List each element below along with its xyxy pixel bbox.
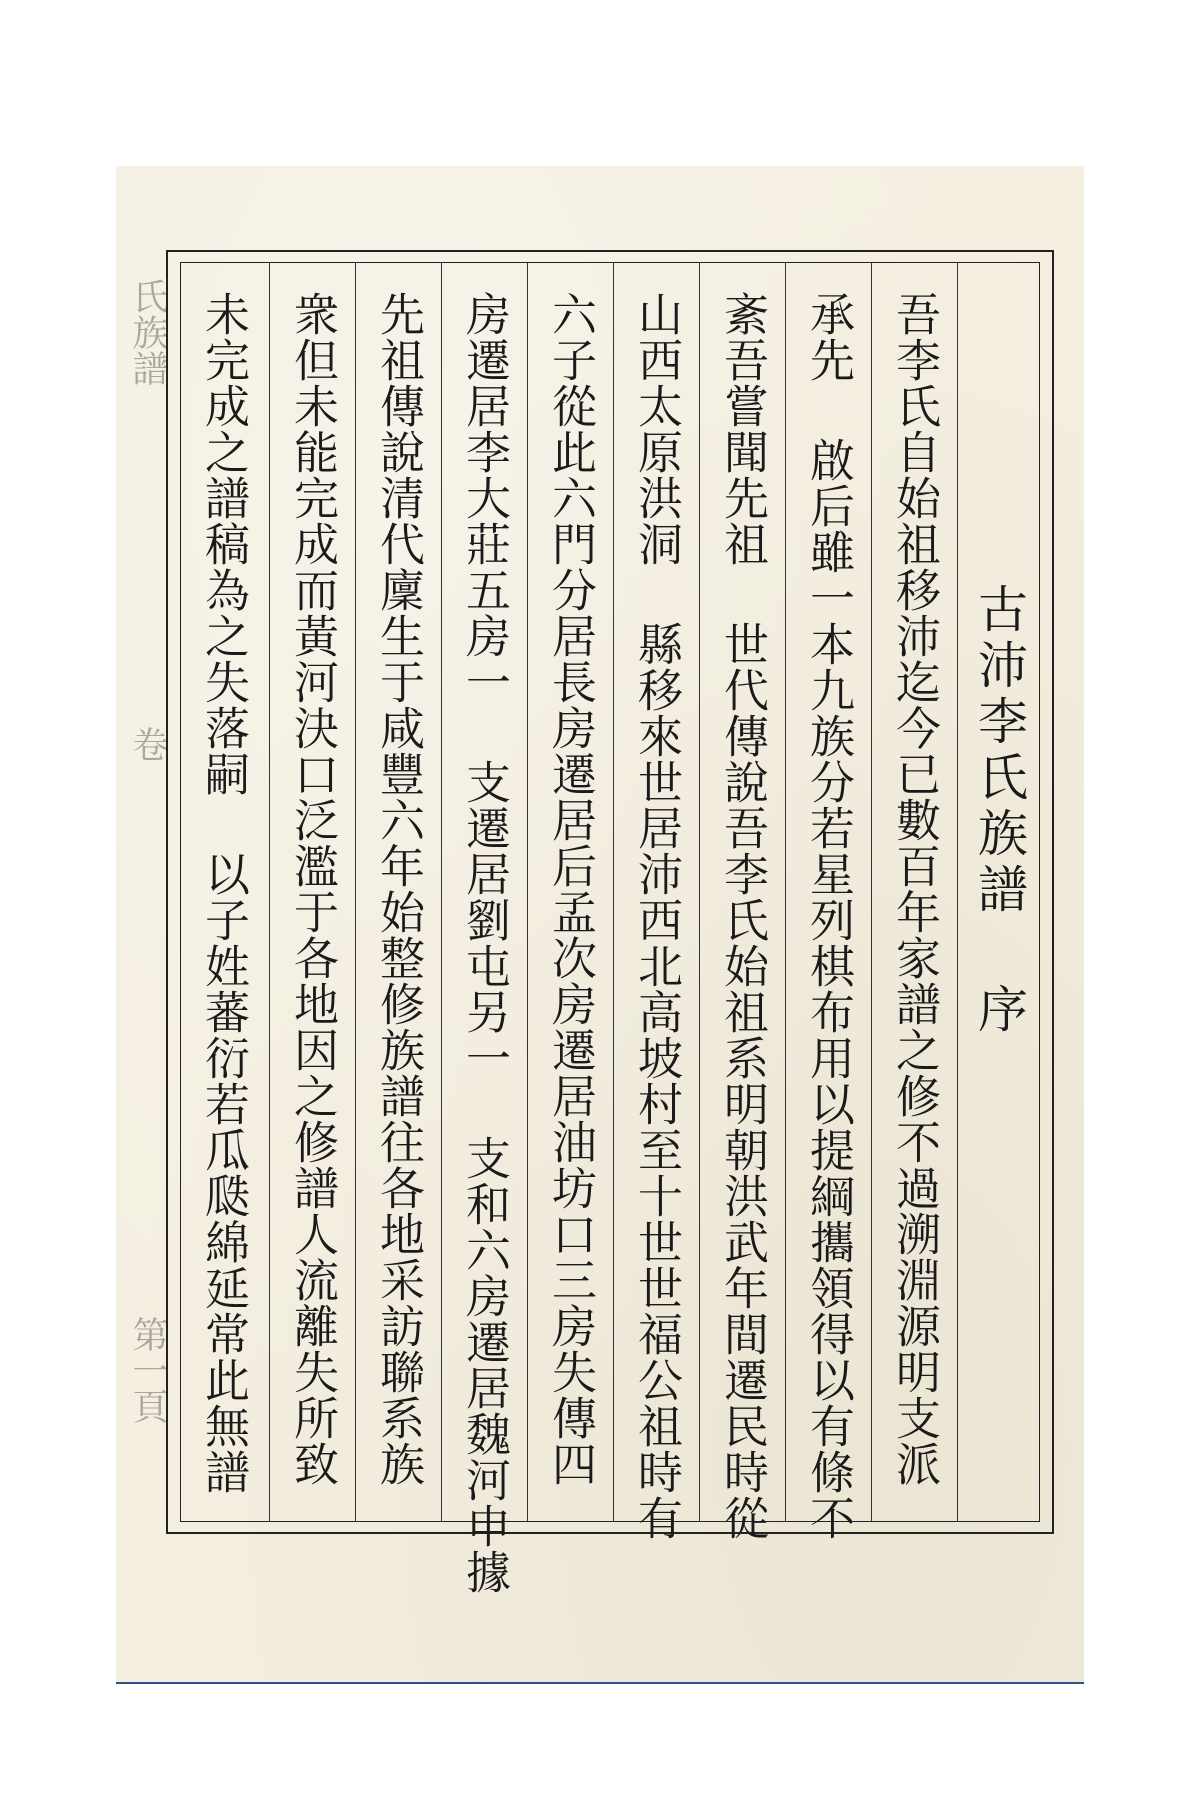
text-column-8 [269,263,355,1521]
text-column-6 [441,263,527,1595]
text-column-9 [181,263,269,1521]
text-grid [180,262,1040,1595]
scanned-page [116,166,1084,1684]
text-line: 山西太原洪洞 縣移來世居沛西北高坡村至十世世福公祖時有 [630,291,683,1541]
text-line: 衆但未能完成而黃河決口泛濫于各地因之修譜人流離失所致 [286,291,339,1487]
text-column-7 [355,263,441,1521]
text-line: 未完成之譜稿為之失落嗣 以子姓蕃衍若瓜瓞綿延常此無譜 [197,291,250,1495]
text-column-5 [527,263,613,1521]
text-line: 承先 啟后雖一本九族分若星列棋布用以提綱攜領得以有條不 [802,291,855,1541]
text-column-1 [871,263,957,1521]
text-line: 先祖傳說清代廩生于咸豐六年始整修族譜往各地采訪聯系族 [372,291,425,1487]
text-line: 房遷居李大莊五房一 支遷居劉屯另一 支和六房遷居魏河申據 [458,291,511,1595]
text-column-3 [699,263,785,1541]
margin-volume: 卷 [127,726,168,762]
title-column [957,263,1043,1521]
margin-book-name: 氏族譜 [127,278,168,386]
text-column-2 [785,263,871,1541]
text-line: 六子從此六門分居長房遷居后孟次房遷居油坊口三房失傳四 [544,291,597,1487]
text-line: 紊吾嘗聞先祖 世代傳說吾李氏始祖系明朝洪武年間遷民時從 [716,291,769,1541]
margin-page-number: 第一頁 [127,1316,168,1424]
page-title: 古沛李氏族譜 序 [970,583,1028,1039]
page-frame [166,250,1054,1595]
text-line: 吾李氏自始祖移沛迄今已數百年家譜之修不過溯淵源明支派 [888,291,941,1487]
text-column-4 [613,263,699,1541]
